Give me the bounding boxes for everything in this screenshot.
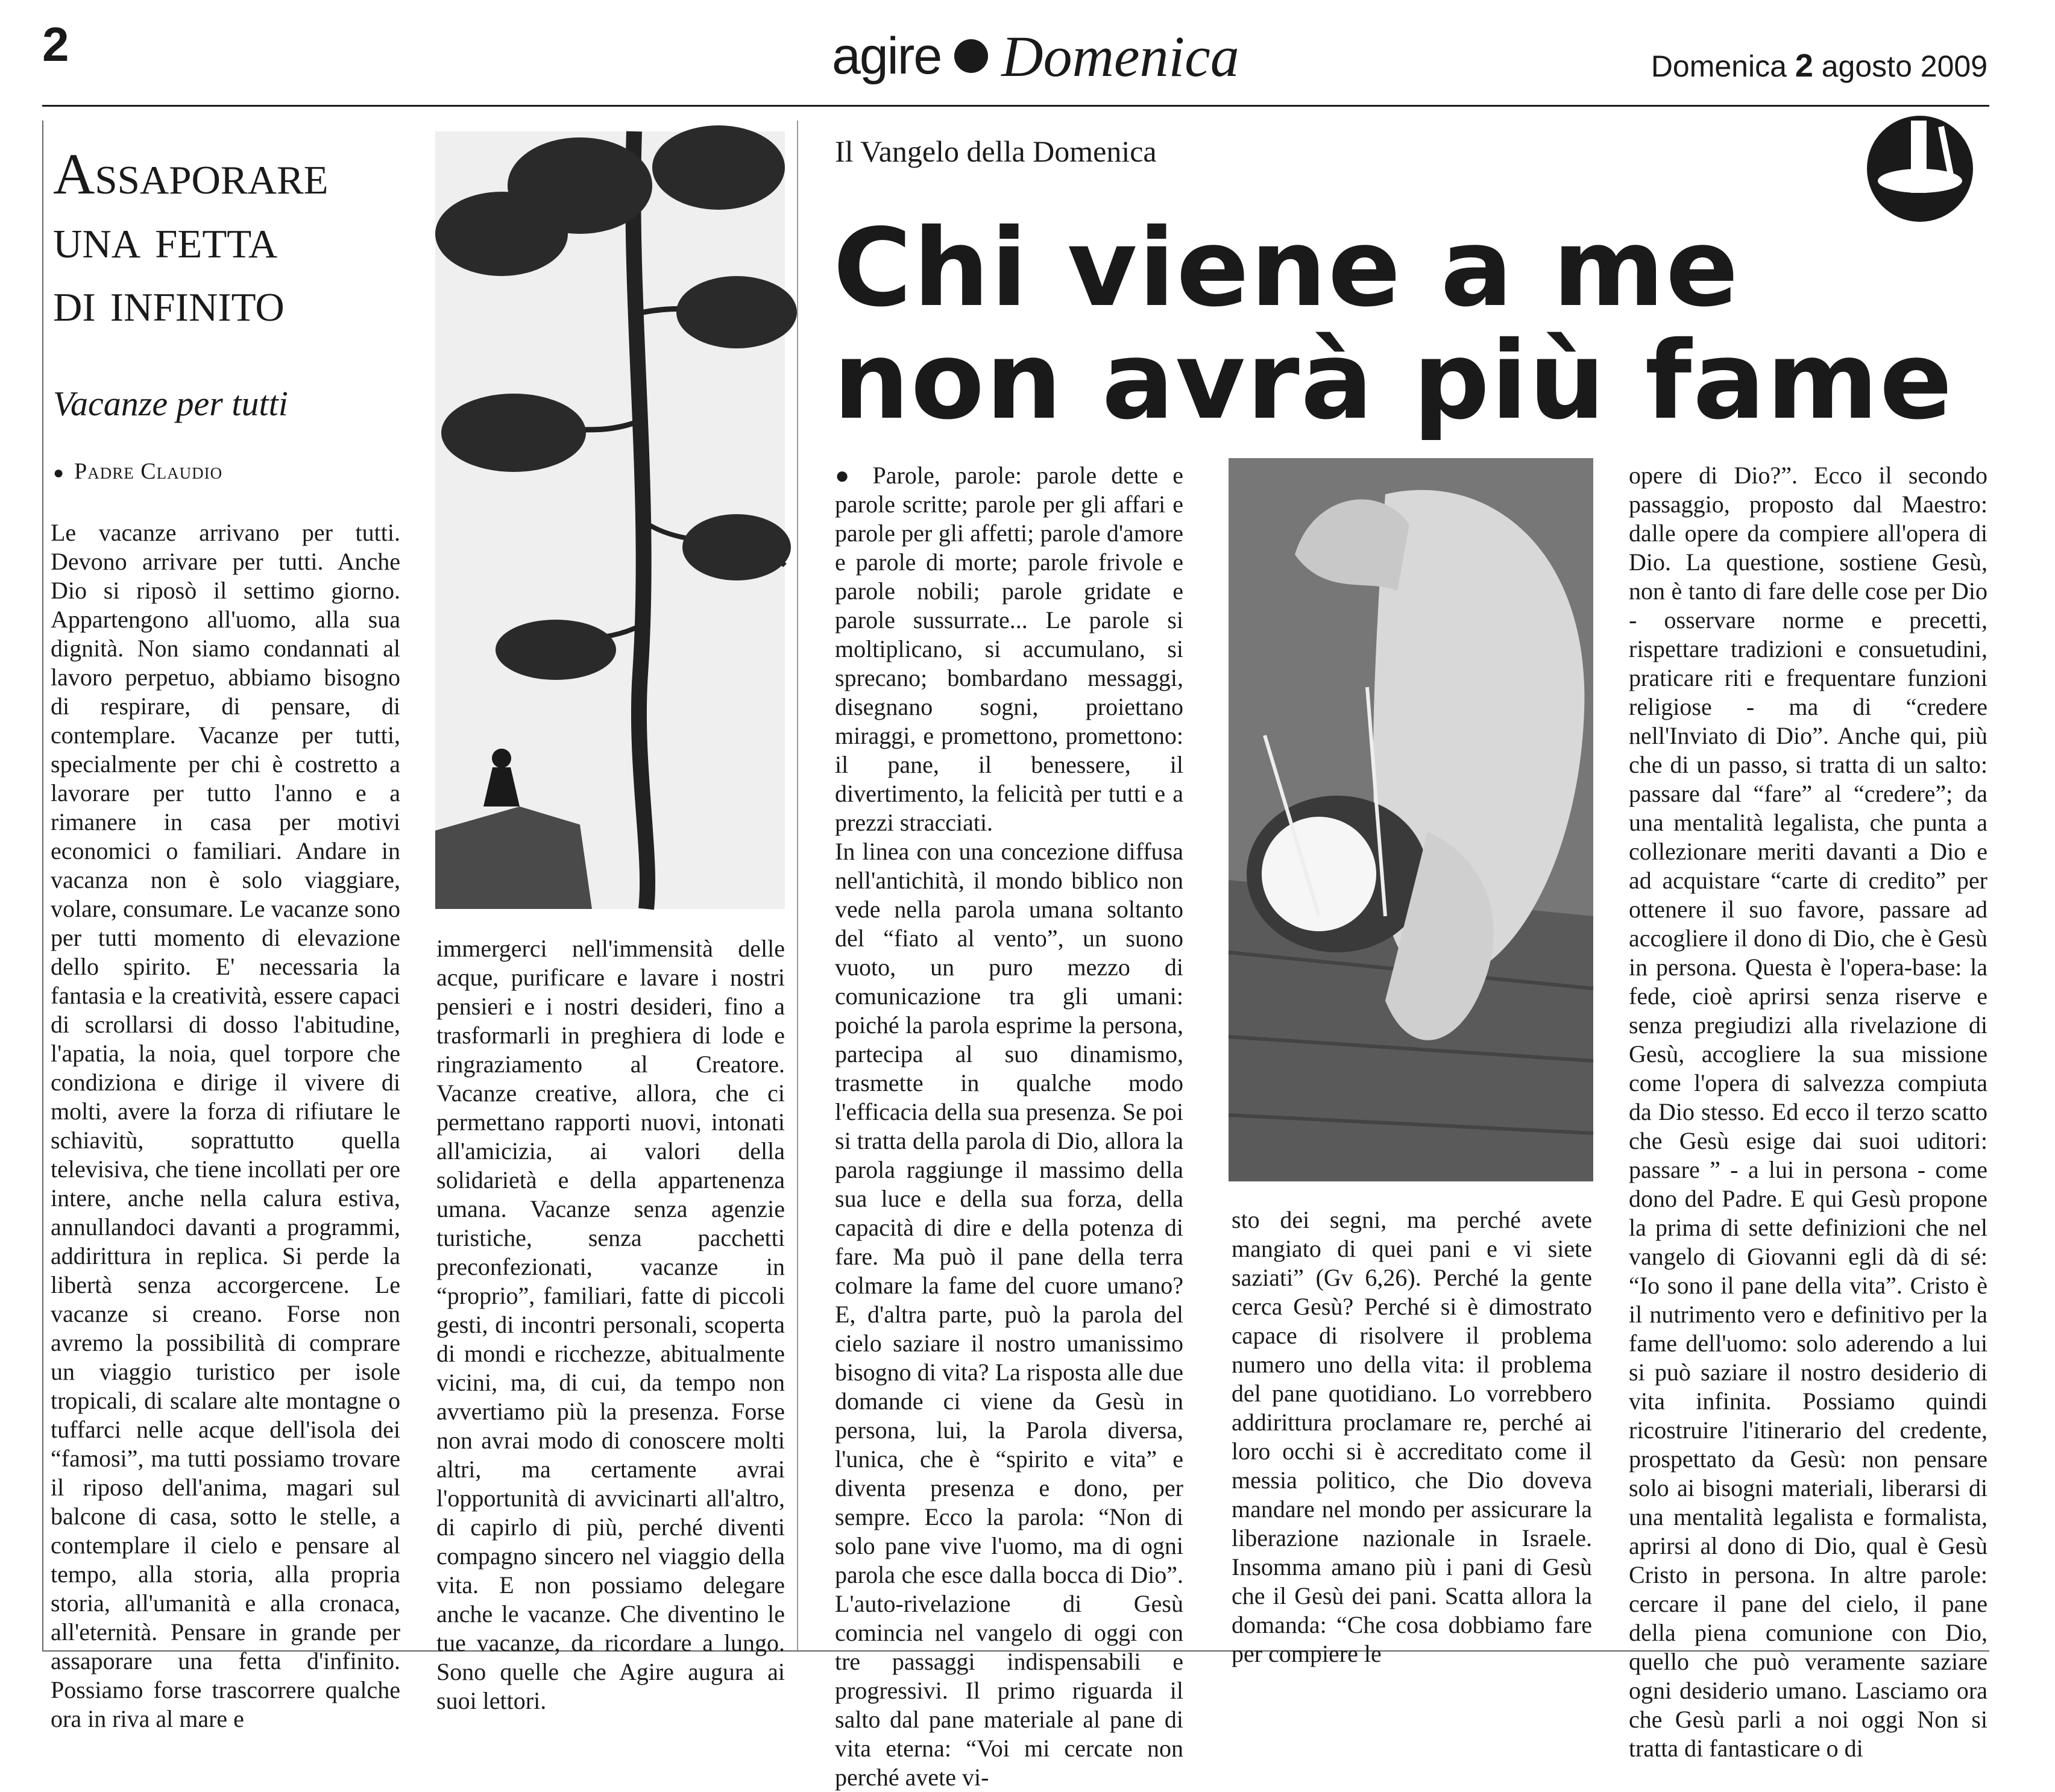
article-subtitle: Vacanze per tutti	[53, 384, 288, 423]
masthead-dot-icon	[954, 39, 988, 73]
date-prefix: Domenica	[1651, 49, 1795, 83]
body-text	[835, 461, 1183, 837]
article-column-1	[51, 518, 400, 1732]
tree-photo	[435, 131, 785, 909]
page-number: 2	[42, 17, 69, 71]
body-text: opere di Dio?”. Ecco il secondo passaggio, proposto dal Maestro: dalle opere da compiere all'opera di Dio. La questione, sostiene Gesù, non è tanto di fare delle cose per Dio - osservare norme e precetti, rispettare tradizioni e consuetudini, praticare riti e frequentare funzioni religiose - ma di “credere nell'Inviato di Dio”. Anche qui, più che di un passo, si tratta di un salto: passare dal “fare” al “credere”; da una mentalità legalista, che punta a collezionare meriti davanti a Dio e ad acquistare “carte di credito” per ottenere il suo favore, passare ad accogliere il dono di Dio, che è Gesù in persona. Questa è l'opera-base: la fede, cioè aprirsi senza riserve e senza pregiudizi alla rivelazione di Gesù, accogliere la sua missione come l'opera di salvezza compiuta da Dio stesso. Ed ecco il terzo scatto che Gesù esige dai suoi uditori: passare ” - a lui in persona - come dono del Padre. E qui Gesù propone la prima di sette definizioni che nel vangelo di Giovanni egli dà di sé: “Io sono il pane della vita”. Cristo è il nutrimento vero e definitivo per la fame dell'uomo: solo aderendo a lui si può saziare il nostro desiderio di vita infinita. Possiamo quindi ricostruire l'itinerario del credente, prospettato da Gesù: non pensare solo ai bisogni materiali, liberarsi di una mentalità legalista e formalista, aprirsi al dono di Dio, qual è Gesù Cristo in persona. In altre parole: cercare il pane del cielo, il pane della piena comunione con Dio, quello che può veramente saziare ogni desiderio umano. Lasciamo ora che Gesù parli a noi oggi Non si tratta di fantasticare o di	[1629, 462, 1987, 1762]
body-text: sto dei segni, ma perché avete mangiato di quei pani e vi siete saziati” (Gv 6,26). Perché la gente cerca Gesù? Perché si è dimostrato capace di risolvere il problema numero uno della vita: il problema del pane quotidiano. Lo vorrebbero addirittura proclamare re, perché ai loro occhi si è accreditato come il messia politico, che Dio doveva mandare nel mondo per assicurare la liberazione nazionale in Israele. Insomma amano più i pani di Gesù che il Gesù dei pani. Scatta allora la domanda: “Che cosa dobbiamo fare per compiere le	[1232, 1206, 1592, 1667]
header-rule	[42, 105, 1989, 107]
main-headline	[833, 206, 1978, 443]
masthead	[832, 17, 1239, 95]
masthead-brand: agire	[832, 27, 942, 85]
body-text: In linea con una concezione diffusa nell'antichità, il mondo biblico non vede nella parola umana soltanto del “fiato al vento”, un suono vuoto, un puro mezzo di comunicazione tra gli umani: poiché la parola esprime la persona, partecipa al suo dinamismo, trasmette in qualche modo l'efficacia della sua presenza. Se poi si tratta della parola di Dio, allora la parola raggiunge il massimo della sua luce e della sua forza, della capacità di dire e della potenza di fare. Ma può il pane della terra colmare la fame del cuore umano? E, d'altra parte, può la parola del cielo saziare il nostro umanissimo bisogno di vita? La risposta alle due domande ci viene da Gesù in persona, lui, la Parola diversa, l'unica, che è “spirito e vita” e diventa presenza e dono, per sempre. Ecco la parola: “Non di solo pane vive l'uomo, ma di ogni parola che esce dalla bocca di Dio”. L'auto-rivelazione di Gesù comincia nel vangelo di oggi con tre passaggi indispensabili e progressivi. Il primo riguarda il salto dal pane materiale al pane di vita eterna: “Voi mi cercate non perché avete vi-	[835, 838, 1183, 1791]
article-title	[53, 142, 415, 333]
article-column-2	[436, 934, 785, 1714]
hands-bread-image	[1229, 458, 1593, 1181]
byline	[53, 458, 222, 485]
section-kicker: Il Vangelo della Domenica	[835, 134, 1157, 168]
body-text: immergerci nell'immensità delle acque, purificare e lavare i nostri pensieri e i nostri desideri, fino a trasformarli in preghiera di lode e ringraziamento al Creatore. Vacanze creative, allora, che ci permettano rapporti nuovi, intonati all'amicizia, ai valori della solidarietà e della appartenenza umana. Vacanze senza agenzie turistiche, senza pacchetti preconfezionati, vacanze in “proprio”, familiari, fatte di piccoli gesti, di incontri personali, scoperta di mondi e ricchezze, abitualmente vicini, ma, di cui, da tempo non avvertiamo più la presenza. Forse non avrai modo di conoscere molti altri, ma certamente avrai l'opportunità di avvicinarti all'altro, di capirlo di più, perché diventi compagno sincero nel viaggio della vita. E non possiamo delegare anche le vacanze. Che diventino le tue vacanze, da ricordare a lungo. Sono quelle che Agire augura ai suoi lettori.	[436, 935, 785, 1714]
bread-photo	[1229, 458, 1593, 1181]
byline-author: Padre Claudio	[74, 459, 223, 484]
article-title-line: una fetta	[53, 205, 278, 270]
issue-date	[1651, 47, 1987, 84]
paragraph-text: Parole, parole: parole dette e parole scritte; parole per gli affari e parole per gli affetti; parole d'amore e parole di morte; parole frivole e parole nobili; parole gridate e parole sussurrate... Le parole si moltiplicano, si accumulano, si sprecano; bombardano messaggi, disegnano sogni, proiettano miraggi, e promettono, promettono: il pane, il benessere, il divertimento, la felicità per tutti e a prezzi stracciati.	[835, 462, 1183, 836]
masthead-section: Domenica	[1001, 24, 1239, 89]
article-column-5	[1629, 461, 1987, 1762]
bullet-icon: ●	[835, 462, 873, 489]
article-title-line: di infinito	[53, 269, 285, 334]
pine-tree-image	[435, 131, 785, 909]
gospel-section-logo-icon	[1851, 115, 1989, 223]
body-text: Le vacanze arrivano per tutti. Devono arrivare per tutti. Anche Dio si riposò il settimo giorno. Appartengono all'uomo, alla sua dignità. Non siamo condannati al lavoro perpetuo, abbiamo bisogno di respirare, di pensare, di contemplare. Vacanze per tutti, specialmente per chi è costretto a lavorare per tutto l'anno e a rimanere in casa per motivi economici o familiari. Andare in vacanza non è solo viaggiare, volare, consumare. Le vacanze sono per tutti momento di elevazione dello spirito. E' necessaria la fantasia e la creatività, essere capaci di scrollarsi di dosso l'abitudine, l'apatia, la noia, quel torpore che condiziona e dirige il vivere di molti, avere la forza di rifiutare le schiavitù, soprattutto quella televisiva, che tiene incollati per ore intere, anche nella calura estiva, annullandoci davanti a programmi, addirittura in replica. Si perde la libertà senza accorgercene. Le vacanze si creano. Forse non avremo la possibilità di comprare un viaggio turistico per isole tropicali, di scalare alte montagne o tuffarci nelle acque dell'isola dei “famosi”, ma tutti possiamo trovare il riposo dell'anima, magari sul balcone di casa, sotto le stelle, a contemplare il cielo e pensare al tempo, alla storia, alla propria storia, all'umanità e alla cronaca, all'eternità. Pensare in grande per assaporare una fetta d'infinito. Possiamo forse trascorrere qualche ora in riva al mare e	[51, 519, 400, 1732]
date-day: 2	[1795, 48, 1813, 84]
center-column-rule	[797, 121, 798, 1652]
headline-line: non avrà più fame	[833, 318, 1954, 443]
date-suffix: agosto 2009	[1813, 49, 1987, 83]
article-column-3	[835, 461, 1183, 1791]
left-column-rule	[42, 121, 43, 1652]
bullet-icon: ●	[53, 463, 65, 483]
article-column-4	[1232, 1206, 1592, 1667]
article-title-line: Assaporare	[53, 142, 329, 206]
headline-line: Chi viene a me	[833, 206, 1740, 330]
